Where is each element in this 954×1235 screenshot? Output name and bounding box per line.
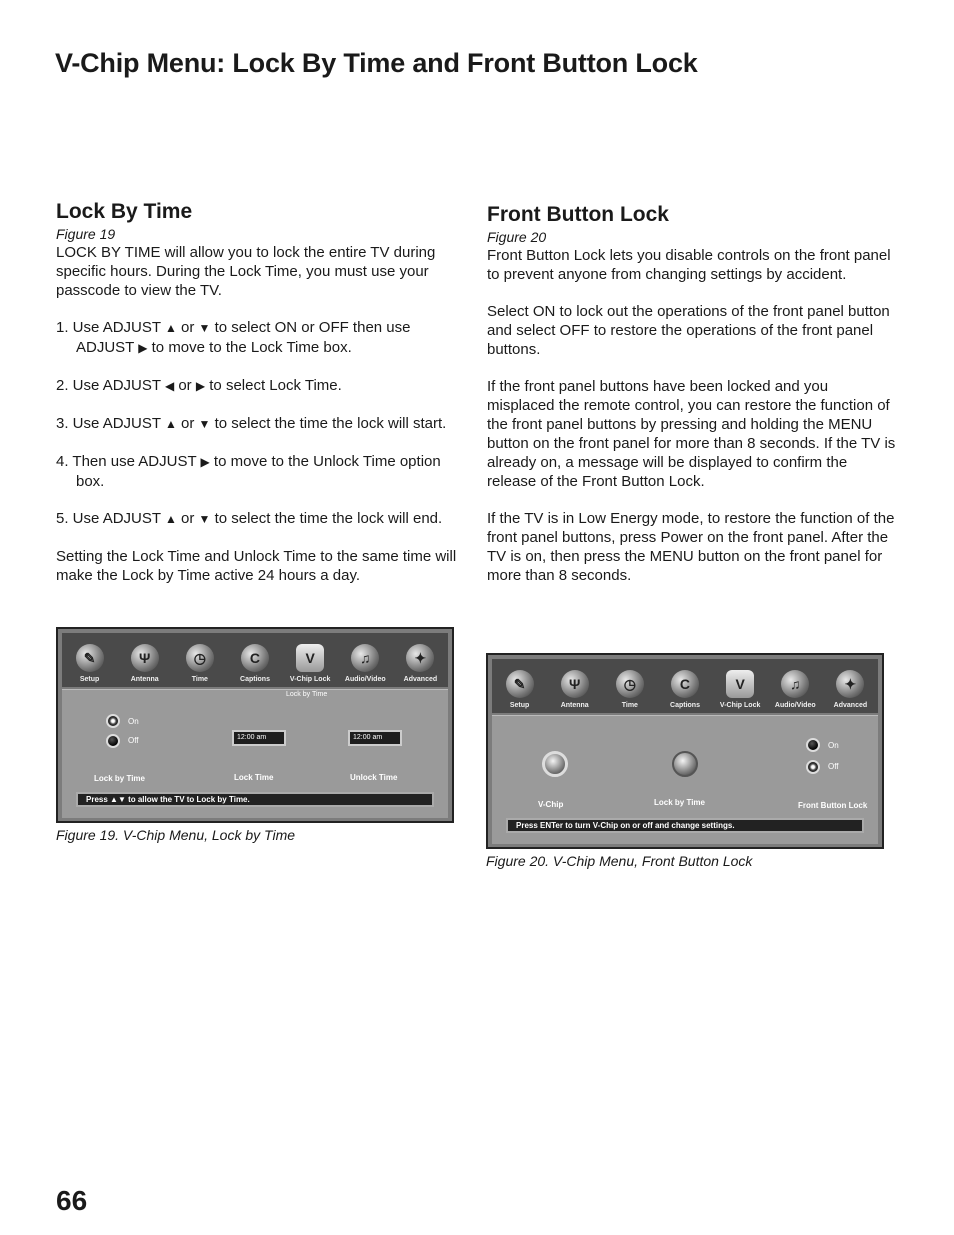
front-button-lock-heading: Front Button Lock (487, 203, 669, 226)
advanced-icon: ✦ (836, 670, 864, 698)
page-number: 66 (56, 1185, 88, 1216)
right-arrow-icon: ▶ (200, 455, 210, 469)
step-2: 2. Use ADJUST ◀ or ▶ to select Lock Time. (56, 377, 342, 394)
unlock-time-box[interactable]: 12:00 am (348, 730, 402, 746)
down-arrow-icon: ▼ (198, 321, 211, 335)
front-button-lock-panel (492, 715, 878, 844)
advanced-icon: ✦ (406, 644, 434, 672)
antenna-icon: Ψ (561, 670, 589, 698)
up-arrow-icon: ▲ (164, 417, 177, 431)
audio-video-icon: ♫ (351, 644, 379, 672)
figure-20-caption: Figure 20. V-Chip Menu, Front Button Lock (486, 853, 753, 869)
lock-time-box[interactable]: 12:00 am (232, 730, 286, 746)
lock-by-time-closing: Setting the Lock Time and Unlock Time to the same time will make the Lock by Time active 24 hours a day. (56, 548, 457, 584)
figure-19-caption: Figure 19. V-Chip Menu, Lock by Time (56, 827, 296, 843)
figure-19-reference: Figure 19 (56, 226, 116, 242)
tab-time[interactable]: ◷ Time (172, 633, 227, 687)
tab-setup[interactable]: ✎ Setup (492, 659, 547, 713)
off-label: Off (128, 736, 139, 745)
step-1: 1. Use ADJUST ▲ or ▼ to select ON or OFF then use ADJUST ▶ to move to the Lock Time box. (56, 319, 411, 356)
step-3: 3. Use ADJUST ▲ or ▼ to select the time the lock will start. (56, 415, 447, 432)
figure-19-screen (56, 627, 454, 823)
clock-icon: ◷ (616, 670, 644, 698)
off-label: Off (828, 762, 839, 771)
on-label: On (128, 717, 139, 726)
front-button-lock-p2: Select ON to lock out the operations of the front panel button and select OFF to restore the operations of the front panel buttons. (487, 303, 890, 358)
tab-time[interactable]: ◷ Time (602, 659, 657, 713)
tab-vchip-lock[interactable]: V V-Chip Lock (713, 659, 768, 713)
left-arrow-icon: ◀ (164, 379, 175, 393)
on-label: On (828, 741, 839, 750)
antenna-icon: Ψ (131, 644, 159, 672)
status-bar: Press ENTer to turn V-Chip on or off and change settings. (506, 818, 864, 833)
off-radio[interactable] (806, 760, 820, 774)
front-button-lock-p3: If the front panel buttons have been locked and you misplaced the remote control, you can restore the function of the front panel buttons by pressing and holding the MENU button on the front panel for more than 8 seconds. If the TV is already on, a message will be displayed to confirm the release of the Front Button Lock. (487, 378, 896, 490)
lock-by-time-toggle[interactable] (672, 751, 698, 777)
unlock-time-label: Unlock Time (350, 773, 398, 782)
setup-icon: ✎ (76, 644, 104, 672)
figure-20-reference: Figure 20 (487, 229, 547, 245)
setup-icon: ✎ (506, 670, 534, 698)
clock-icon: ◷ (186, 644, 214, 672)
lock-by-time-section (56, 200, 466, 585)
lock-by-time-label: Lock by Time (654, 798, 705, 807)
front-button-lock-section (487, 203, 897, 585)
down-arrow-icon: ▼ (198, 512, 211, 526)
vchip-label: V-Chip (538, 800, 564, 809)
tab-audio-video[interactable]: ♫ Audio/Video (768, 659, 823, 713)
tab-advanced[interactable]: ✦ Advanced (393, 633, 448, 687)
lock-by-time-intro: LOCK BY TIME will allow you to lock the entire TV during specific hours. During the Lock Time, you must use your passcode to view the TV. (56, 244, 436, 299)
vchip-toggle[interactable] (542, 751, 568, 777)
tab-advanced[interactable]: ✦ Advanced (823, 659, 878, 713)
up-arrow-icon: ▲ (164, 321, 177, 335)
tab-setup[interactable]: ✎ Setup (62, 633, 117, 687)
tab-antenna[interactable]: Ψ Antenna (547, 659, 602, 713)
right-arrow-icon: ▶ (138, 341, 148, 355)
menu-icon-bar (492, 659, 878, 713)
lock-icon: V (726, 670, 754, 698)
tab-captions[interactable]: C Captions (227, 633, 282, 687)
step-4: 4. Then use ADJUST ▶ to move to the Unlock Time option box. (56, 453, 441, 490)
on-radio[interactable] (806, 738, 820, 752)
submenu-title: Lock by Time (286, 691, 328, 698)
page-title: V-Chip Menu: Lock By Time and Front Button Lock (55, 48, 698, 78)
front-button-lock-label: Front Button Lock (798, 801, 868, 810)
captions-icon: C (241, 644, 269, 672)
up-arrow-icon: ▲ (164, 512, 177, 526)
step-5: 5. Use ADJUST ▲ or ▼ to select the time the lock will end. (56, 510, 443, 527)
down-arrow-icon: ▼ (198, 417, 211, 431)
on-radio[interactable] (106, 714, 120, 728)
off-radio[interactable] (106, 734, 120, 748)
front-button-lock-p4: If the TV is in Low Energy mode, to restore the function of the front panel buttons, press Power on the front panel. After the TV is on, then press the MENU button on the front panel for more than 8 seconds. (487, 510, 895, 584)
front-button-lock-p1: Front Button Lock lets you disable controls on the front panel to prevent anyone from changing settings by accident. (487, 247, 891, 283)
tab-vchip-lock[interactable]: V V-Chip Lock (283, 633, 338, 687)
lock-icon: V (296, 644, 324, 672)
tab-captions[interactable]: C Captions (657, 659, 712, 713)
figure-20-screen (486, 653, 884, 849)
tab-audio-video[interactable]: ♫ Audio/Video (338, 633, 393, 687)
right-arrow-icon: ▶ (195, 379, 206, 393)
tab-antenna[interactable]: Ψ Antenna (117, 633, 172, 687)
captions-icon: C (671, 670, 699, 698)
lock-by-time-label: Lock by Time (94, 774, 145, 783)
status-bar: Press ▲▼ to allow the TV to Lock by Time. (76, 792, 434, 807)
audio-video-icon: ♫ (781, 670, 809, 698)
lock-time-label: Lock Time (234, 773, 274, 782)
lock-by-time-panel (62, 689, 448, 818)
lock-by-time-heading: Lock By Time (56, 200, 193, 223)
menu-icon-bar (62, 633, 448, 687)
